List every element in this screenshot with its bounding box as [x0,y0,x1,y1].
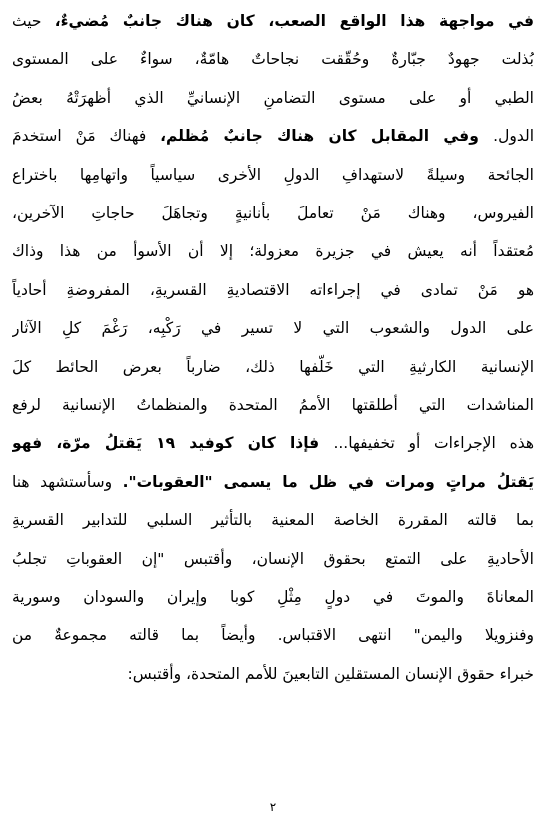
text-segment: مُعتقداً أنه يعيش في جزيرة معزولة؛ إلا أن الأسوأ من هذا وذاك [12,242,534,261]
text-line [12,578,534,616]
text-segment: المناشدات التي أطلقتها الأممُ المتحدة والمنظماتُ الإنسانية لرفع [12,396,534,414]
text-line [12,655,534,693]
text-line [12,271,534,309]
text-line [12,501,534,539]
text-segment: وسأستشهد هنا [12,472,123,491]
text-line [12,156,534,194]
page-number: ٢ [269,800,277,814]
text-segment: بما قالته المقررة الخاصة المعنية بالتأثير السلبي للتدابير القسريةِ [12,511,534,530]
text-line [12,348,534,386]
text-line [12,309,534,347]
text-line [12,424,534,462]
text-segment: خبراء حقوق الإنسان المستقلين التابعينَ للأمم المتحدة، وأقتبس: [127,664,534,683]
bold-text-segment: في مواجهة هذا الواقع الصعب، كان هناك جانبٌ مُضيءٌ، [54,12,534,30]
text-line [12,2,534,40]
text-line [12,463,534,501]
text-line [12,540,534,578]
text-line [12,40,534,78]
bold-text-segment: فإذا كان كوفيد ١٩ يَقتلُ مرّة، فهو [12,434,334,453]
text-segment: الأحاديةِ على التمتع بحقوق الإنسان، وأقتبس "إن العقوباتِ تجلبُ [12,549,534,568]
text-line [12,79,534,117]
text-line [12,232,534,270]
text-line [12,117,534,155]
text-line [12,616,534,654]
text-segment: الإنسانية الكارثيةِ التي خَلّفها ذلك، ضارباً بعرض الحائط كلَ [12,357,534,376]
bold-text-segment: وفي المقابل كان هناك جانبٌ مُظلم، [160,127,494,146]
bold-text-segment: يَقتلُ مراتٍ ومرات في ظل ما يسمى "العقوبات". [122,472,534,491]
text-segment: فهناك مَنْ استخدمَ [12,127,161,146]
text-segment: الجائحة وسيلةً لاستهدافِ الدولِ الأخرى سياسياً واتهامِها باختراع [12,165,534,184]
text-segment: حيث [12,12,55,30]
text-segment: الفيروس، وهناك مَنْ تعاملَ بأنانيةٍ وتجاهَلَ حاجاتِ الآخرين، [12,204,534,222]
text-line [12,386,534,424]
text-segment: الدول. [493,127,534,146]
text-segment: هو مَنْ تمادى في إجراءاته الاقتصاديةِ القسريةِ، المفروضةِ أحادياً [12,280,534,299]
text-segment: بُذلت جهودٌ جبّارةٌ وحُقّقت نجاحاتٌ هامّةٌ، سواءٌ على المستوى [12,50,534,69]
text-segment: المعاناةَ والموتَ في دولٍ مِثْلِ كوبا وإيران والسودان وسورية [12,588,534,606]
text-segment: على الدول والشعوب التي لا تسير في رَكْبِه، رَغْمَ كلِ الآثار [12,319,534,338]
text-segment: الطبي أو على مستوى التضامنِ الإنسانيِّ الذي أظهرَتْهُ بعضُ [12,88,534,107]
text-segment: وفنزويلا واليمن" انتهى الاقتباس. وأيضاً بما قالته مجموعةٌ من [12,626,534,645]
text-segment: هذه الإجراءات أو تخفيفها... [333,434,534,453]
text-line [12,194,534,232]
